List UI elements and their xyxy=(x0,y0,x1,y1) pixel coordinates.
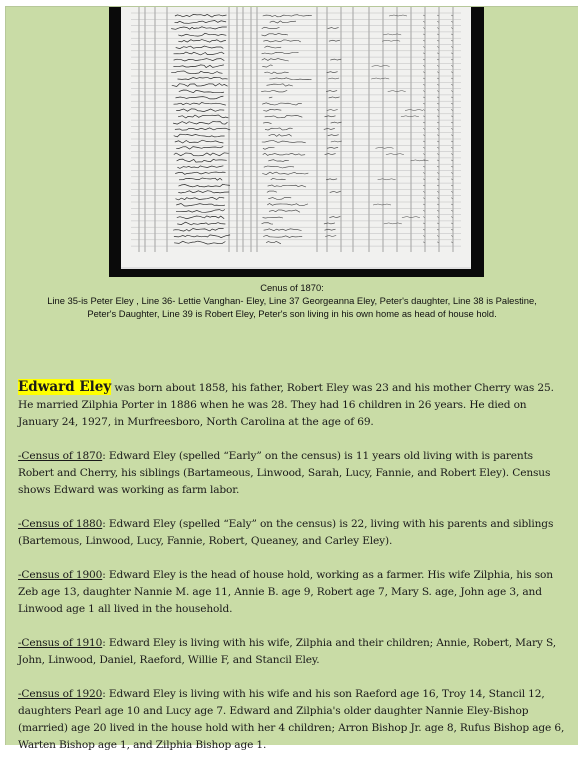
census-label: -Census of 1880 xyxy=(18,518,103,530)
intro-paragraph xyxy=(18,379,566,431)
census-label: -Census of 1870 xyxy=(18,450,103,462)
document-page xyxy=(5,6,578,751)
census-paragraph xyxy=(18,635,566,669)
census-label: -Census of 1900 xyxy=(18,569,103,581)
census-text: : Edward Eley is living with his wife, Zilphia and their children; Annie, Robert, Mary S, John, Linwood, Daniel, Raeford, Willie F, and Stancil Eley. xyxy=(18,637,556,666)
biography-text xyxy=(18,379,566,771)
caption-line: Peter's Daughter, Line 39 is Robert Eley, Peter's son living in his own home as head of house hold. xyxy=(87,308,497,319)
census-text: : Edward Eley (spelled “Ealy” on the census) is 22, living with his parents and siblings (Bartemous, Linwood, Lucy, Fannie, Robert, Queaney, and Carley Eley). xyxy=(18,518,554,547)
census-label: -Census of 1920 xyxy=(18,688,103,700)
census-paragraph xyxy=(18,567,566,618)
intro-text: was born about 1858, his father, Robert Eley was 23 and his mother Cherry was 25. He married Zilphia Porter in 1886 when he was 28. They had 16 children in 26 years. He died on January 24, 1927, in Murfreesboro, North Carolina at the age of 69. xyxy=(18,382,554,428)
census-image-frame xyxy=(109,7,484,277)
census-text: : Edward Eley (spelled “Early” on the census) is 11 years old living with is parents Robert and Cherry, his siblings (Bartameous, Linwood, Sarah, Lucy, Fannie, and Robert Eley). Census shows Edward was working as farm labor. xyxy=(18,450,551,496)
caption-line: Line 35-is Peter Eley , Line 36- Lettie Vanghan- Eley, Line 37 Georgeanna Eley, Peter's daughter, Line 38 is Palestine, xyxy=(47,295,537,306)
caption-title: Cenus of 1870: xyxy=(260,282,324,293)
highlighted-name: Edward Eley xyxy=(18,379,112,395)
census-record-image xyxy=(121,7,471,269)
census-paragraph xyxy=(18,448,566,499)
census-paragraph xyxy=(18,686,566,754)
census-text: : Edward Eley is the head of house hold, working as a farmer. His wife Zilphia, his son Zeb age 13, daughter Nannie M. age 11, Annie B. age 9, Robert age 7, Mary S. age, John age 3, and Linwood age 1 all lived in the household. xyxy=(18,569,553,615)
image-caption xyxy=(6,281,578,320)
census-ledger-scan xyxy=(121,7,471,267)
census-label: -Census of 1910 xyxy=(18,637,103,649)
census-text: : Edward Eley is living with his wife and his son Raeford age 16, Troy 14, Stancil 12, daughters Pearl age 10 and Lucy age 7. Edward and Zilphia's older daughter Nannie Eley-Bishop (married) age 20 lived in the house hold with her 4 children; Arron Bishop Jr. age 8, Rufus Bishop age 6, Warten Bishop age 1, and Zilphia Bishop age 1. xyxy=(18,688,565,751)
census-paragraph xyxy=(18,516,566,550)
